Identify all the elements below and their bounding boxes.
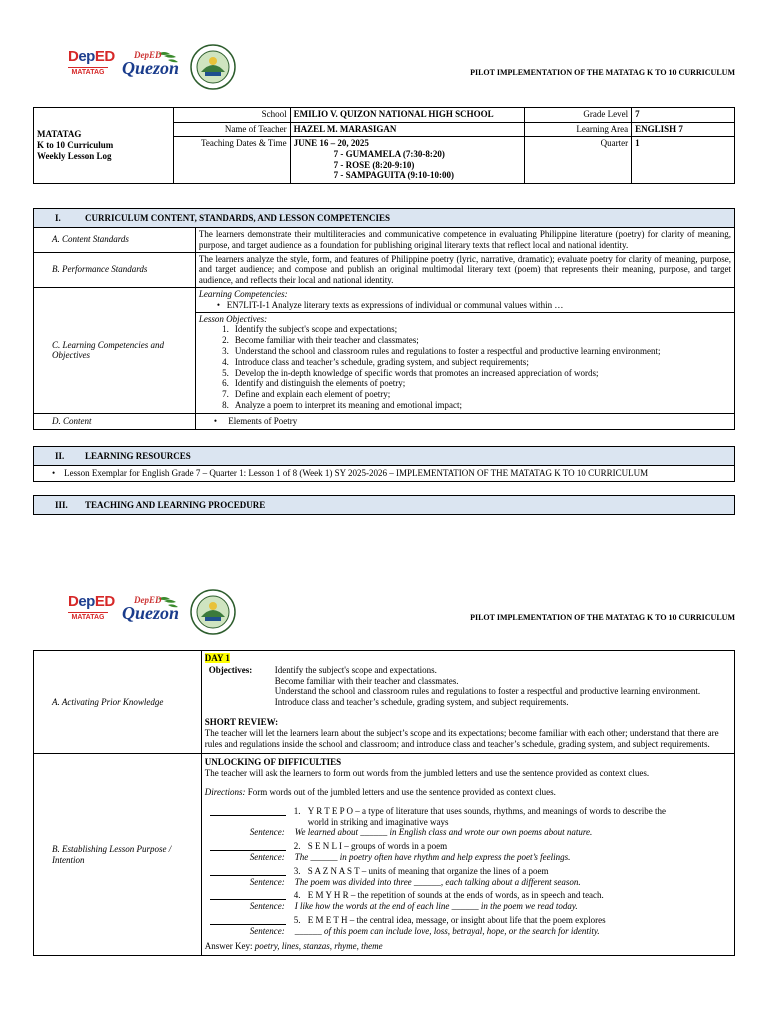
jumbled-word-item: 4. E M Y H R – the repetition of sounds at the ends of words, as in speech and teach. Sentence: I like how the words at the end of each line ______ in the poem we read today. [205, 890, 731, 912]
page-2 [0, 585, 768, 951]
school-seal-icon [190, 589, 236, 635]
grade-level-value: 7 [632, 108, 735, 123]
dates-value: JUNE 16 – 20, 2025 7 - GUMAMELA (7:30-8:20) 7 - ROSE (8:20-9:10) 7 - SAMPAGUITA (9:10-10:00) [290, 137, 525, 184]
jumbled-word-item: 5. E M E T H – the central idea, message, or insight about life that the poem explores Sentence: ______ of this poem can include love, loss, betrayal, hope, or the search for identity. [205, 915, 731, 937]
deped-quezon-logo: DepED Quezon [122, 50, 180, 78]
day1-objectives: Identify the subject's scope and expectations. Become familiar with their teacher and classmates. Understand the school and classroom rules and regulations to foster a respectful and productive learning environment. Introduce class and teacher’s schedule, grading system, and subject requirements. [274, 664, 701, 708]
short-review-heading: SHORT REVIEW: [204, 716, 279, 727]
objective-item: 8. Analyze a poem to interpret its meaning and emotional impact; [222, 399, 463, 410]
pilot-implementation-title: PILOT IMPLEMENTATION OF THE MATATAG K TO 10 CURRICULUM [470, 68, 735, 77]
section-1-header: I. CURRICULUM CONTENT, STANDARDS, AND LESSON COMPETENCIES [34, 209, 735, 228]
jumbled-word-item: 1. Y R T E P O – a type of literature that uses sounds, rhythms, and meanings of words to describe the world in striking and imaginative ways Sentence: We learned about ______ in English class and wrote our own poems about nature. [205, 806, 731, 838]
page-1 [0, 40, 768, 510]
jumbled-word-list [205, 806, 731, 937]
content-standards-text: The learners demonstrate their multiliteracies and communicative competence in evaluating Philippine literature (poetry) for clarity of meaning, purpose, and target audience as a foundation for publishing original literary texts that reflect local and national identity. [195, 228, 734, 253]
objectives-list [199, 324, 731, 410]
deped-matatag-logo: DepED MATATAG [68, 593, 115, 621]
directions: Directions: Form words out of the jumbled letters and use the sentence provided as context clues. [204, 786, 556, 797]
objective-item: 7. Define and explain each element of poetry; [222, 389, 391, 400]
objective-item: 4. Introduce class and teacher’s schedule, grading system, and subject requirements; [222, 356, 529, 367]
competency-item: • EN7LIT-I-1 Analyze literary texts as expressions of individual or communal values within … [216, 299, 564, 310]
objective-item: 5. Develop the in-depth knowledge of specific words that promotes an increased appreciation of words; [222, 367, 599, 378]
competencies-heading: Learning Competencies: [198, 288, 288, 299]
answer-key: Answer Key: poetry, lines, stanzas, rhyme, theme [204, 940, 383, 951]
pilot-implementation-title: PILOT IMPLEMENTATION OF THE MATATAG K TO 10 CURRICULUM [470, 613, 735, 622]
answer-blank[interactable] [210, 915, 286, 925]
answer-blank[interactable] [210, 866, 286, 876]
competencies-label: C. Learning Competencies and Objectives [34, 287, 196, 413]
learning-resources-table [33, 446, 735, 482]
answer-blank[interactable] [210, 806, 286, 816]
teacher-label: Name of Teacher [173, 123, 290, 137]
objectives-heading: Lesson Objectives: [198, 313, 268, 324]
performance-standards-text: The learners analyze the style, form, and features of Philippine poetry (lyric, narrative, dramatic); evaluate poetry for clarity of meaning, purpose, and target audience; and compose and publish an original multimodal literary text (poem) that represents their meaning, purpose, and target audience, and reflects their local and national identity. [195, 252, 734, 287]
answer-blank[interactable] [210, 841, 286, 851]
unlocking-heading: UNLOCKING OF DIFFICULTIES [204, 757, 342, 768]
school-value: EMILIO V. QUIZON NATIONAL HIGH SCHOOL [290, 108, 525, 123]
page-header [0, 40, 768, 100]
content-label: D. Content [34, 413, 196, 429]
content-standards-label: A. Content Standards [34, 228, 196, 253]
objective-item: 1. Identify the subject's scope and expectations; [222, 324, 398, 335]
section-3-header: III. TEACHING AND LEARNING PROCEDURE [34, 496, 735, 515]
content-value: • Elements of Poetry [195, 413, 734, 429]
quarter-label: Quarter [525, 137, 632, 184]
grade-level-label: Grade Level [525, 108, 632, 123]
log-title: MATATAG K to 10 Curriculum Weekly Lesson Log [34, 108, 174, 184]
day-1-badge: DAY 1 [204, 653, 230, 663]
jumbled-word-item: 2. S E N L I – groups of words in a poem Sentence: The ______ in poetry often have rhythm and help express the poet’s feelings. [205, 841, 731, 863]
procedure-table [33, 495, 735, 515]
learning-area-label: Learning Area [525, 123, 632, 137]
lesson-purpose-label: B. Establishing Lesson Purpose / Intention [34, 754, 202, 956]
teacher-value: HAZEL M. MARASIGAN [290, 123, 525, 137]
competencies-cell [195, 287, 734, 413]
deped-quezon-logo: DepED Quezon [122, 595, 180, 623]
unlocking-text: The teacher will ask the learners to form out words from the jumbled letters and use the sentence provided as context clues. [204, 768, 650, 779]
page-header [0, 585, 768, 645]
section-2-header: II. LEARNING RESOURCES [34, 447, 735, 466]
objective-item: 3. Understand the school and classroom rules and regulations to foster a respectful and productive learning environment; [222, 345, 661, 356]
unlocking-cell [201, 754, 734, 956]
dates-label: Teaching Dates & Time [173, 137, 290, 184]
objective-item: 2. Become familiar with their teacher and classmates; [222, 335, 419, 346]
procedure-detail-table [33, 650, 735, 956]
answer-blank[interactable] [210, 890, 286, 900]
short-review-text: The teacher will let the learners learn about the subject’s scope and its expectations; become familiar with each other; understand that there are rules and regulations inside the school and classroom; and introduce class and teacher’s schedule, grading system, and subject requirements. [204, 727, 719, 749]
performance-standards-label: B. Performance Standards [34, 252, 196, 287]
curriculum-section-table [33, 208, 735, 430]
objectives-label: Objectives: [208, 664, 253, 675]
activating-prior-knowledge-label: A. Activating Prior Knowledge [34, 651, 202, 754]
jumbled-word-item: 3. S A Z N A S T – units of meaning that organize the lines of a poem Sentence: The poem was divided into three ______, each talking about a different season. [205, 866, 731, 888]
learning-area-value: ENGLISH 7 [632, 123, 735, 137]
quarter-value: 1 [632, 137, 735, 184]
school-seal-icon [190, 44, 236, 90]
day1-cell [201, 651, 734, 754]
lesson-info-table [33, 107, 735, 184]
resource-item: • Lesson Exemplar for English Grade 7 – Quarter 1: Lesson 1 of 8 (Week 1) SY 2025-2026 – IMPLEMENTATION OF THE MATATAG K TO 10 CURRICULUM [34, 466, 735, 482]
deped-matatag-logo: DepED MATATAG [68, 48, 115, 76]
objective-item: 6. Identify and distinguish the elements of poetry; [222, 378, 406, 389]
school-label: School [173, 108, 290, 123]
